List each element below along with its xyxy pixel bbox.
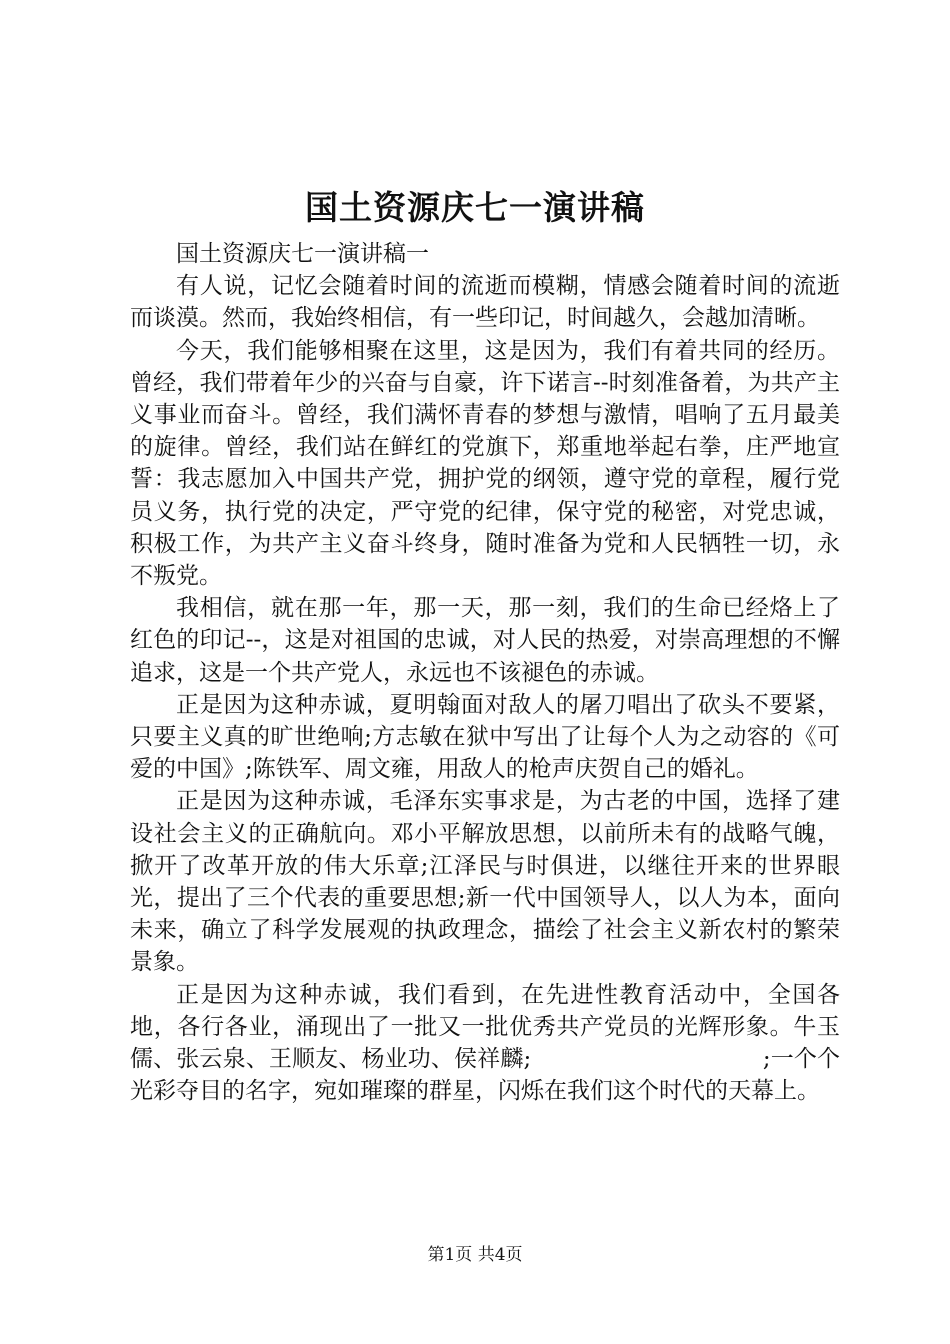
paragraph: 正是因为这种赤诚，毛泽东实事求是，为古老的中国，选择了建设社会主义的正确航向。邓小平解放思想，以前所未有的战略气魄，掀开了改革开放的伟大乐章;江泽民与时俱进，以继往开来的世界眼光，提出了三个代表的重要思想;新一代中国领导人，以人为本，面向未来，确立了科学发展观的执政理念，描绘了社会主义新农村的繁荣景象。 bbox=[130, 788, 840, 976]
document-title: 国土资源庆七一演讲稿 bbox=[305, 188, 645, 227]
paragraph: 我相信，就在那一年，那一天，那一刻，我们的生命已经烙上了红色的印记--，这是对祖国的忠诚，对人民的热爱，对崇高理想的不懈追求，这是一个共产党人，永远也不该褪色的赤诚。 bbox=[130, 595, 840, 686]
document-body bbox=[130, 238, 840, 1107]
paragraph: 正是因为这种赤诚，我们看到，在先进性教育活动中，全国各地，各行各业，涌现出了一批又一批优秀共产党员的光辉形象。牛玉儒、张云泉、王顺友、杨业功、侯祥麟; ;一个个光彩夺目的名字，宛如璀璨的群星，闪烁在我们这个时代的天幕上。 bbox=[130, 981, 840, 1105]
paragraph: 正是因为这种赤诚，夏明翰面对敌人的屠刀唱出了砍头不要紧，只要主义真的旷世绝响;方志敏在狱中写出了让每个人为之动容的《可爱的中国》;陈铁军、周文雍，用敌人的枪声庆贺自己的婚礼。 bbox=[130, 691, 840, 783]
subtitle-line: 国土资源庆七一演讲稿一 bbox=[176, 241, 429, 267]
paragraph: 今天，我们能够相聚在这里，这是因为，我们有着共同的经历。曾经，我们带着年少的兴奋与自豪，许下诺言--时刻准备着，为共产主义事业而奋斗。曾经，我们满怀青春的梦想与激情，唱响了五月最美的旋律。曾经，我们站在鲜红的党旗下，郑重地举起右拳，庄严地宣誓：我志愿加入中国共产党，拥护党的纲领，遵守党的章程，履行党员义务，执行党的决定，严守党的纪律，保守党的秘密，对党忠诚，积极工作，为共产主义奋斗终身，随时准备为党和人民牺牲一切，永不叛党。 bbox=[130, 337, 840, 590]
paragraph: 有人说，记忆会随着时间的流逝而模糊，情感会随着时间的流逝而谈漠。然而，我始终相信，有一些印记，时间越久，会越加清晰。 bbox=[130, 273, 840, 332]
page-footer: 第1页 共4页 bbox=[427, 1245, 523, 1265]
